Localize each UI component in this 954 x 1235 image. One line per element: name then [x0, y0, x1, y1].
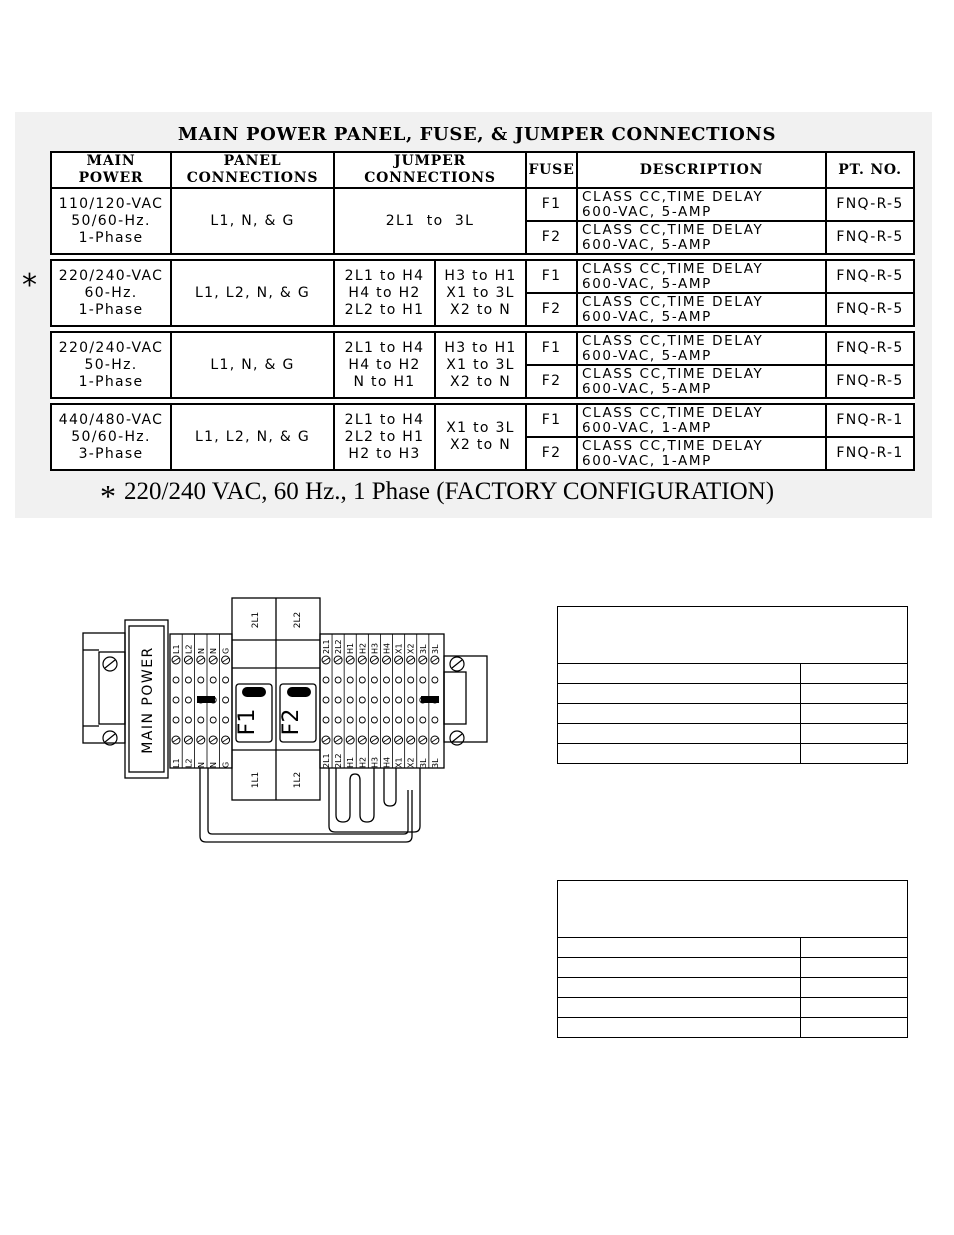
blank-cell [558, 978, 801, 998]
main-power-line: 50/60-Hz. [71, 428, 151, 445]
terminal-hole-icon [371, 677, 377, 683]
terminal-label-bottom: H4 [382, 756, 392, 768]
main-power-line: 50-Hz. [84, 356, 138, 373]
terminal-label-bottom: G [221, 761, 231, 768]
terminal-label-top: 2L2 [334, 639, 344, 654]
terminal-hole-icon [185, 697, 191, 703]
main-power-line: 60-Hz. [84, 284, 138, 301]
fuse-cell: F2 [526, 365, 577, 398]
terminal-hole-icon [173, 697, 179, 703]
terminal-hole-icon [396, 717, 402, 723]
blank-cell [558, 724, 801, 744]
fuse-cell: F2 [526, 293, 577, 326]
terminal-hole-icon [396, 677, 402, 683]
terminal-hole-icon [173, 677, 179, 683]
header-description: DESCRIPTION [577, 152, 826, 188]
terminal-hole-icon [323, 697, 329, 703]
terminal-label-bottom: X2 [406, 757, 416, 768]
jumper-cell-a: 2L1 to H4 H4 to H2 2L2 to H1 [334, 260, 435, 326]
description-line: 600-VAC, 1-AMP [582, 452, 712, 469]
fuse-f1-clip [242, 687, 266, 697]
part-number-cell: FNQ-R-1 [826, 437, 914, 470]
terminal-hole-icon [408, 717, 414, 723]
description-line: 600-VAC, 5-AMP [582, 236, 712, 253]
terminal-label-top: H2 [358, 642, 368, 654]
blank-cell [558, 998, 801, 1018]
terminal-hole-icon [384, 677, 390, 683]
blank-cell [801, 998, 908, 1018]
terminal-hole-icon [185, 677, 191, 683]
blank-cell [801, 664, 908, 684]
terminal-label-top: G [221, 647, 231, 654]
fuse-bottom-label-1l2: 1L2 [293, 771, 303, 789]
main-power-line: 1-Phase [78, 301, 144, 318]
header-main-power: MAIN POWER [51, 152, 171, 188]
terminal-label-bottom: L2 [184, 758, 194, 768]
description-line: CLASS CC,TIME DELAY [582, 221, 764, 238]
description-line: 600-VAC, 5-AMP [582, 380, 712, 397]
terminal-hole-icon [408, 677, 414, 683]
fuse-cell: F2 [526, 437, 577, 470]
fuse-cell: F1 [526, 260, 577, 293]
main-power-line: 440/480-VAC [58, 411, 164, 428]
fuse-f1-label: F1 [235, 708, 260, 736]
description-line: CLASS CC,TIME DELAY [582, 332, 764, 349]
part-number-cell: FNQ-R-1 [826, 404, 914, 437]
terminal-label-top: N [196, 648, 206, 654]
terminal-label-bottom: H1 [346, 756, 356, 768]
terminal-hole-icon [347, 697, 353, 703]
description-line: CLASS CC,TIME DELAY [582, 365, 764, 382]
terminal-hole-icon [210, 717, 216, 723]
part-number-cell: FNQ-R-5 [826, 293, 914, 326]
fuse-top-label-2l1: 2L1 [251, 611, 261, 629]
fuse-f2-label: F2 [279, 708, 304, 736]
blank-cell [558, 744, 801, 764]
blank-cell [801, 724, 908, 744]
description-line: 600-VAC, 5-AMP [582, 275, 712, 292]
terminal-hole-icon [185, 717, 191, 723]
fuse-f2-clip [287, 687, 311, 697]
description-line: CLASS CC,TIME DELAY [582, 437, 764, 454]
main-power-line: 1-Phase [78, 229, 144, 246]
fuse-cell: F1 [526, 404, 577, 437]
terminal-hole-icon [210, 677, 216, 683]
blank-cell [801, 684, 908, 704]
terminal-label-bottom: 2L2 [334, 753, 344, 768]
fuse-bottom-label-1l1: 1L1 [251, 771, 261, 789]
terminal-label-top: L1 [172, 644, 181, 654]
part-number-cell: FNQ-R-5 [826, 221, 914, 254]
terminal-hole-icon [335, 717, 341, 723]
terminal-hole-icon [371, 697, 377, 703]
blank-cell [558, 958, 801, 978]
terminal-hole-icon [323, 677, 329, 683]
terminal-label-bottom: N [209, 762, 219, 768]
terminal-hole-icon [432, 677, 438, 683]
description-line: CLASS CC,TIME DELAY [582, 404, 764, 421]
terminal-hole-icon [347, 677, 353, 683]
terminal-label-bottom: H3 [370, 756, 380, 768]
blank-cell [558, 704, 801, 724]
terminal-hole-icon [384, 717, 390, 723]
terminal-hole-icon [323, 717, 329, 723]
blank-table-upper-header [558, 607, 908, 664]
terminal-hole-icon [408, 697, 414, 703]
terminal-label-top: L2 [184, 644, 194, 654]
part-number-cell: FNQ-R-5 [826, 365, 914, 398]
terminal-hole-icon [347, 717, 353, 723]
panel-connections-cell: L1, L2, N, & G [171, 260, 334, 326]
description-line: CLASS CC,TIME DELAY [582, 188, 764, 205]
terminal-hole-icon [223, 677, 229, 683]
fuse-top-label-2l2: 2L2 [293, 611, 303, 629]
footnote-asterisk: * [100, 478, 116, 514]
blank-cell [558, 938, 801, 958]
terminal-label-bottom: 3L [418, 758, 428, 768]
jumper-cell: 2L1 to 3L [334, 188, 526, 254]
blank-cell [801, 958, 908, 978]
terminal-hole-icon [384, 697, 390, 703]
description-line: 600-VAC, 5-AMP [582, 203, 712, 220]
terminal-hole-icon [198, 717, 204, 723]
main-power-line: 220/240-VAC [58, 339, 164, 356]
header-part-number: PT. NO. [826, 152, 914, 188]
terminal-label-bottom: N [196, 762, 206, 768]
terminal-label-bottom: X1 [394, 757, 404, 768]
factory-config-marker: * [22, 268, 37, 303]
terminal-hole-icon [173, 717, 179, 723]
terminal-label-bottom: 2L1 [322, 753, 331, 768]
panel-connections-cell: L1, N, & G [171, 332, 334, 398]
terminal-label-top: 3L [418, 644, 428, 654]
blank-table-upper [557, 606, 908, 764]
description-line: 600-VAC, 5-AMP [582, 347, 712, 364]
blank-cell [801, 704, 908, 724]
description-line: 600-VAC, 5-AMP [582, 308, 712, 325]
jumper-cell-a: 2L1 to H4 2L2 to H1 H2 to H3 [334, 404, 435, 470]
part-number-cell: FNQ-R-5 [826, 332, 914, 365]
main-power-line: 110/120-VAC [58, 195, 164, 212]
fuse-cell: F2 [526, 221, 577, 254]
blank-cell [801, 978, 908, 998]
jumper-cell-b: H3 to H1 X1 to 3L X2 to N [435, 332, 526, 398]
jumper-cell-b: X1 to 3L X2 to N [435, 404, 526, 470]
terminal-hole-icon [359, 677, 365, 683]
terminal-label-top: H1 [346, 642, 356, 654]
main-power-line: 50/60-Hz. [71, 212, 151, 229]
terminal-hole-icon [223, 697, 229, 703]
terminal-label-top: X1 [394, 643, 404, 654]
panel-connections-cell: L1, N, & G [171, 188, 334, 254]
header-panel-connections: PANEL CONNECTIONS [171, 152, 334, 188]
blank-cell [558, 684, 801, 704]
blank-cell [558, 664, 801, 684]
terminal-label-top: X2 [406, 643, 416, 654]
jumper-loop-x [384, 768, 396, 806]
panel-connections-cell: L1, L2, N, & G [171, 404, 334, 470]
blank-cell [801, 744, 908, 764]
terminal-hole-icon [432, 717, 438, 723]
terminal-hole-icon [359, 717, 365, 723]
terminal-label-top: H4 [382, 642, 392, 654]
part-number-cell: FNQ-R-5 [826, 260, 914, 293]
description-line: 600-VAC, 1-AMP [582, 419, 712, 436]
header-fuse: FUSE [526, 152, 577, 188]
main-power-label: MAIN POWER [140, 646, 156, 754]
terminal-hole-icon [198, 677, 204, 683]
terminal-detail [103, 634, 464, 768]
terminal-hole-icon [371, 717, 377, 723]
terminal-hole-icon [223, 717, 229, 723]
jumper-loop-middle [336, 768, 374, 822]
blank-cell [801, 938, 908, 958]
footnote-text: 220/240 VAC, 60 Hz., 1 Phase (FACTORY CONFIGURATION) [124, 478, 775, 505]
terminal-hole-icon [420, 717, 426, 723]
blank-cell [801, 1018, 908, 1038]
page-title: MAIN POWER PANEL, FUSE, & JUMPER CONNECTIONS [177, 124, 777, 145]
header-jumper-connections: JUMPER CONNECTIONS [334, 152, 526, 188]
blank-table-lower [557, 880, 908, 1038]
part-number-cell: FNQ-R-5 [826, 188, 914, 221]
description-line: CLASS CC,TIME DELAY [582, 260, 764, 277]
main-power-line: 1-Phase [78, 373, 144, 390]
jumper-cell-a: 2L1 to H4 H4 to H2 N to H1 [334, 332, 435, 398]
terminal-hole-icon [420, 677, 426, 683]
terminal-label-top: N [209, 648, 219, 654]
main-power-line: 220/240-VAC [58, 267, 164, 284]
terminal-label-top: H3 [370, 642, 380, 654]
main-power-line: 3-Phase [78, 445, 144, 462]
terminal-label-bottom: L1 [172, 758, 181, 768]
terminal-hole-icon [335, 677, 341, 683]
terminal-label-bottom: 3L [430, 758, 440, 768]
terminal-hole-icon [359, 697, 365, 703]
description-line: CLASS CC,TIME DELAY [582, 293, 764, 310]
terminal-label-top: 2L1 [322, 639, 331, 654]
terminal-hole-icon [396, 697, 402, 703]
terminal-label-bottom: H2 [358, 756, 368, 768]
jumper-cell-b: H3 to H1 X1 to 3L X2 to N [435, 260, 526, 326]
fuse-cell: F1 [526, 332, 577, 365]
terminal-hole-icon [335, 697, 341, 703]
fuse-cell: F1 [526, 188, 577, 221]
blank-table-lower-header [558, 881, 908, 938]
blank-cell [558, 1018, 801, 1038]
terminal-label-top: 3L [430, 644, 440, 654]
